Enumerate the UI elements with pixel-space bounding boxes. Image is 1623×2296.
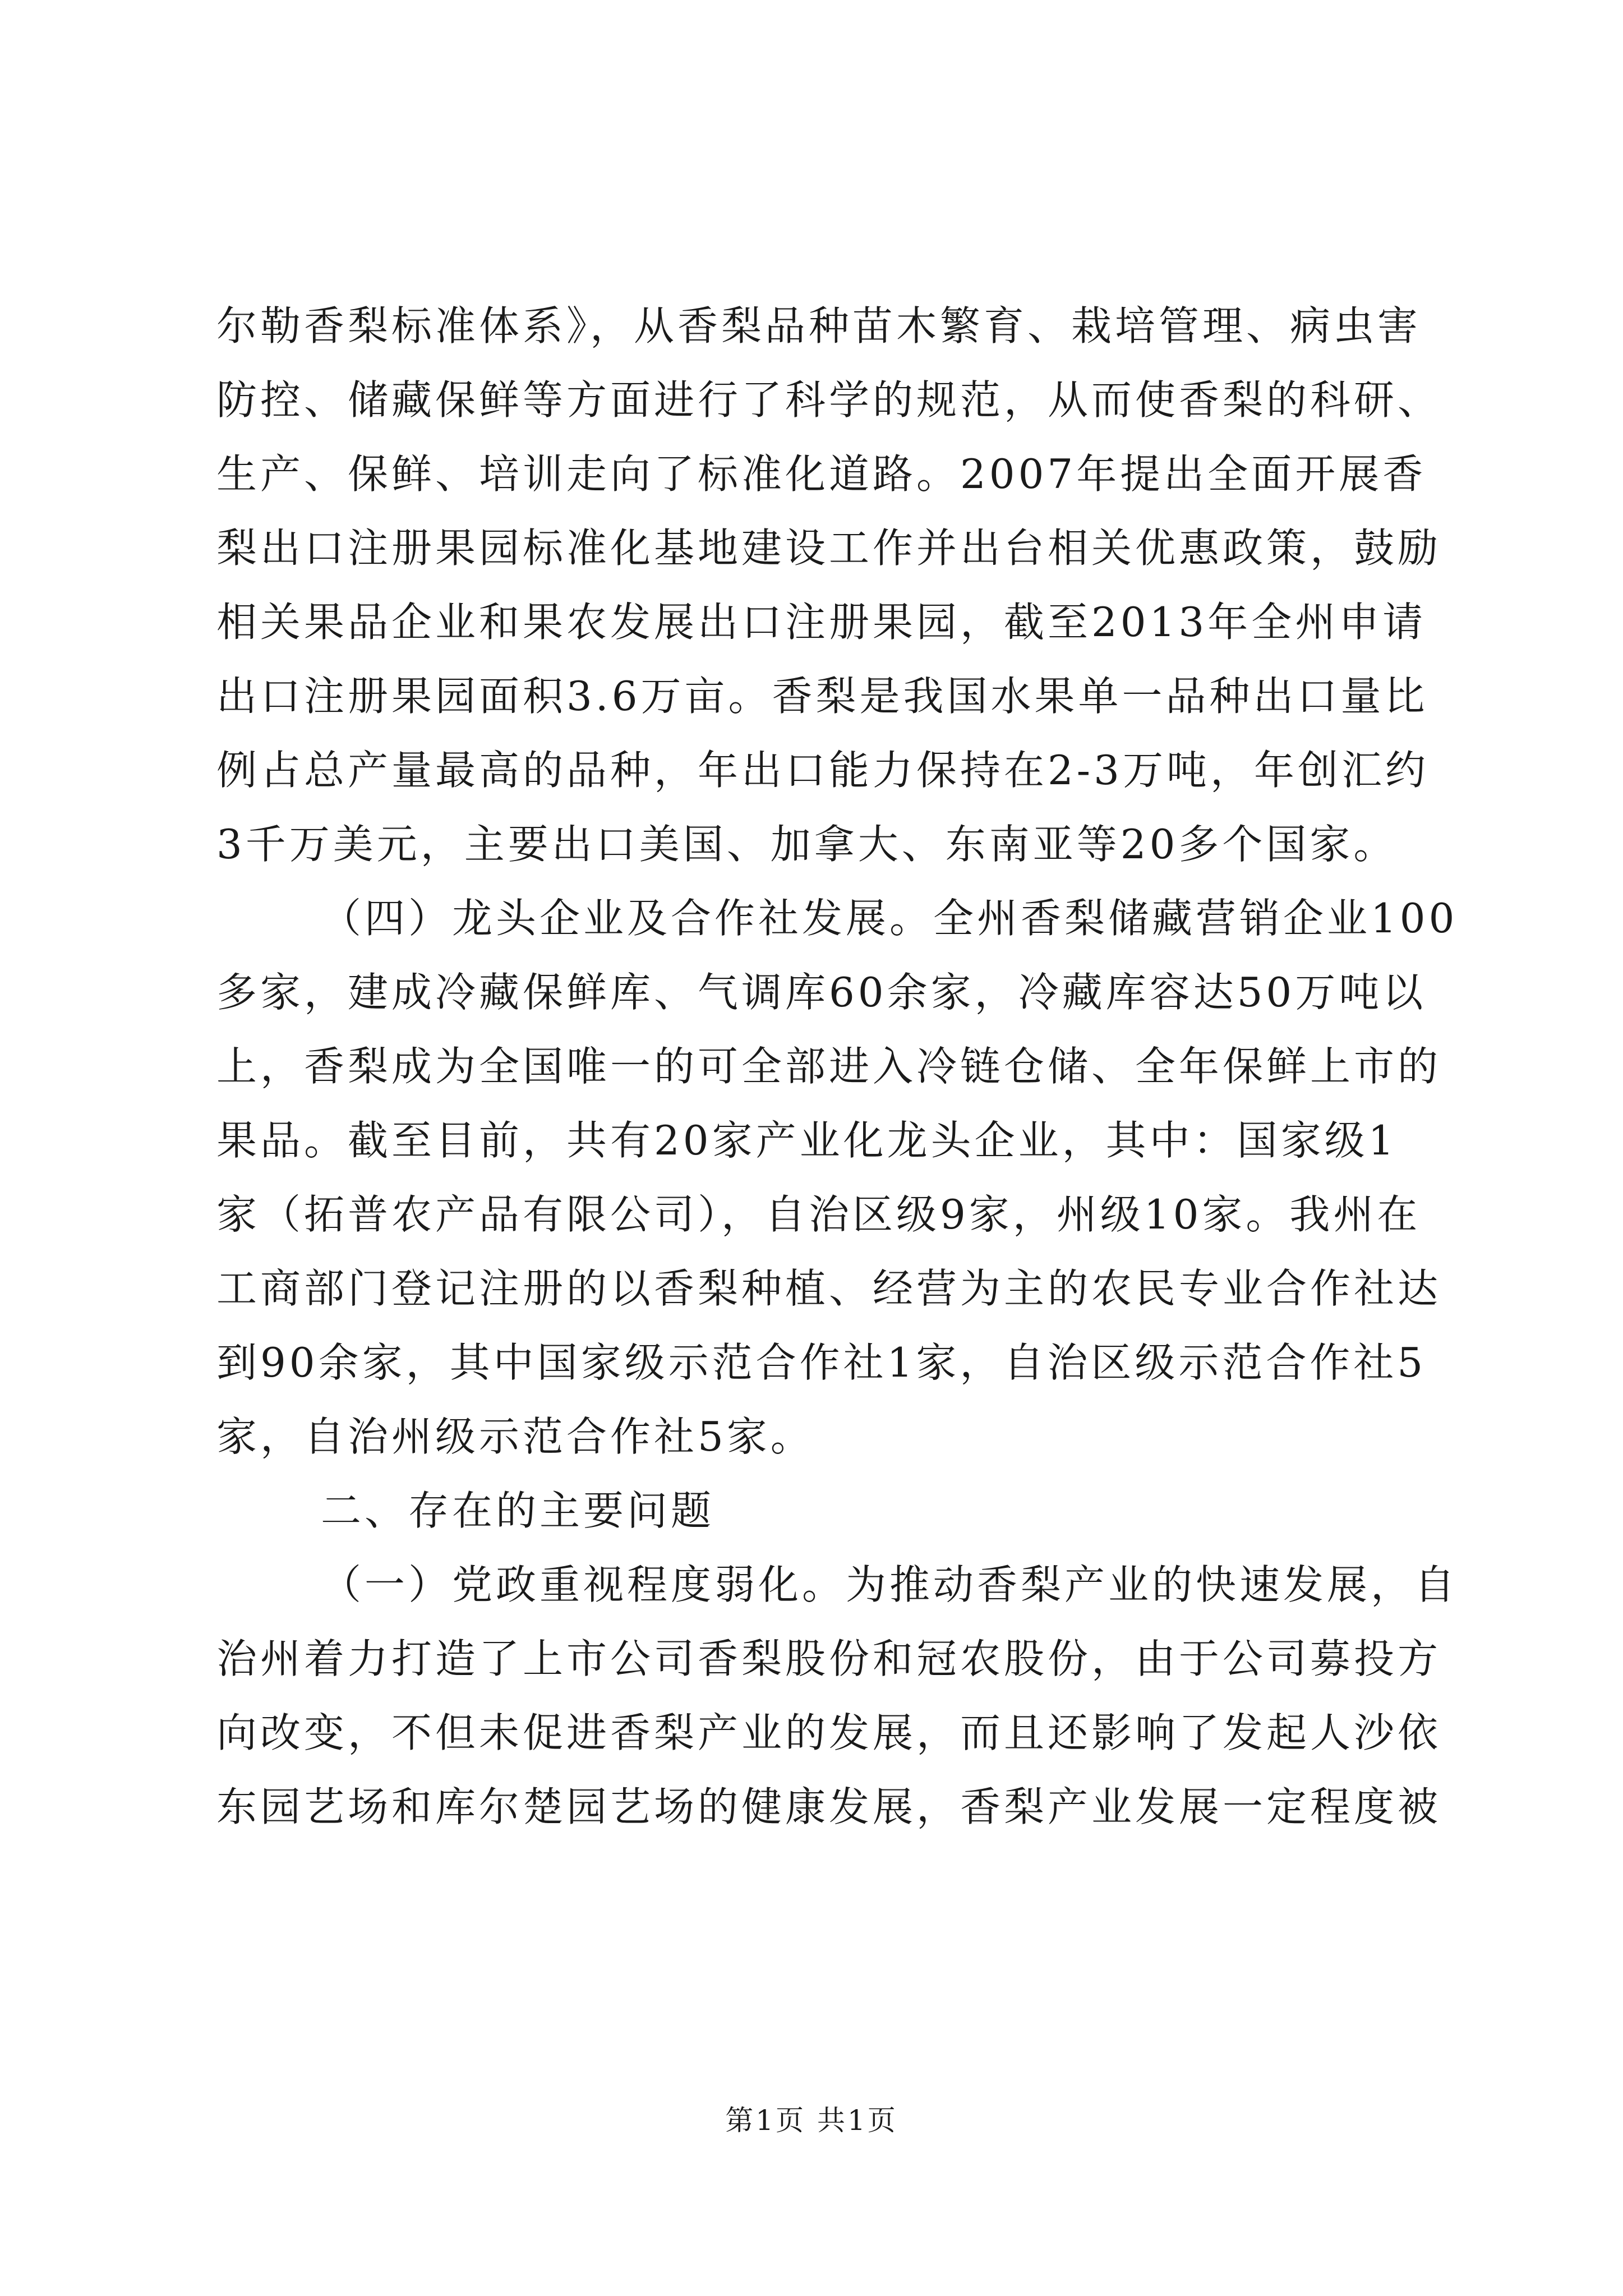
document-body — [216, 289, 1459, 1844]
text-line: 多家，建成冷藏保鲜库、气调库60余家，冷藏库容达50万吨以 — [216, 969, 1427, 1016]
text-line: 工商部门登记注册的以香梨种植、经营为主的农民专业合作社达 — [216, 1265, 1442, 1312]
text-line: （四）龙头企业及合作社发展。全州香梨储藏营销企业100 — [321, 895, 1458, 942]
text-line: 例占总产量最高的品种，年出口能力保持在2-3万吨，年创汇约 — [216, 747, 1429, 794]
text-line: 家（拓普农产品有限公司），自治区级9家，州级10家。我州在 — [216, 1191, 1421, 1238]
text-line: 出口注册果园面积3.6万亩。香梨是我国水果单一品种出口量比 — [216, 673, 1428, 720]
text-line: 3千万美元，主要出口美国、加拿大、东南亚等20多个国家。 — [216, 821, 1398, 868]
text-line: 治州着力打造了上市公司香梨股份和冠农股份，由于公司募投方 — [216, 1635, 1442, 1682]
text-line: （一）党政重视程度弱化。为推动香梨产业的快速发展，自 — [321, 1561, 1459, 1608]
text-line: 东园艺场和库尔楚园艺场的健康发展，香梨产业发展一定程度被 — [216, 1783, 1442, 1830]
text-line: 果品。截至目前，共有20家产业化龙头企业，其中：国家级1 — [216, 1117, 1398, 1164]
text-line: 二、存在的主要问题 — [321, 1487, 715, 1534]
text-line: 尔勒香梨标准体系》，从香梨品种苗木繁育、栽培管理、病虫害 — [216, 302, 1422, 349]
text-line: 防控、储藏保鲜等方面进行了科学的规范，从而使香梨的科研、 — [216, 376, 1442, 424]
text-line: 生产、保鲜、培训走向了标准化道路。2007年提出全面开展香 — [216, 450, 1427, 498]
text-line: 上，香梨成为全国唯一的可全部进入冷链仓储、全年保鲜上市的 — [216, 1043, 1442, 1090]
page-footer: 第1页 共1页 — [725, 2104, 898, 2137]
text-line: 到90余家，其中国家级示范合作社1家，自治区级示范合作社5 — [216, 1339, 1427, 1386]
text-line: 相关果品企业和果农发展出口注册果园，截至2013年全州申请 — [216, 599, 1427, 646]
text-line: 向改变，不但未促进香梨产业的发展，而且还影响了发起人沙依 — [216, 1709, 1442, 1756]
text-line: 家，自治州级示范合作社5家。 — [216, 1413, 814, 1460]
text-line: 梨出口注册果园标准化基地建设工作并出台相关优惠政策，鼓励 — [216, 524, 1442, 572]
